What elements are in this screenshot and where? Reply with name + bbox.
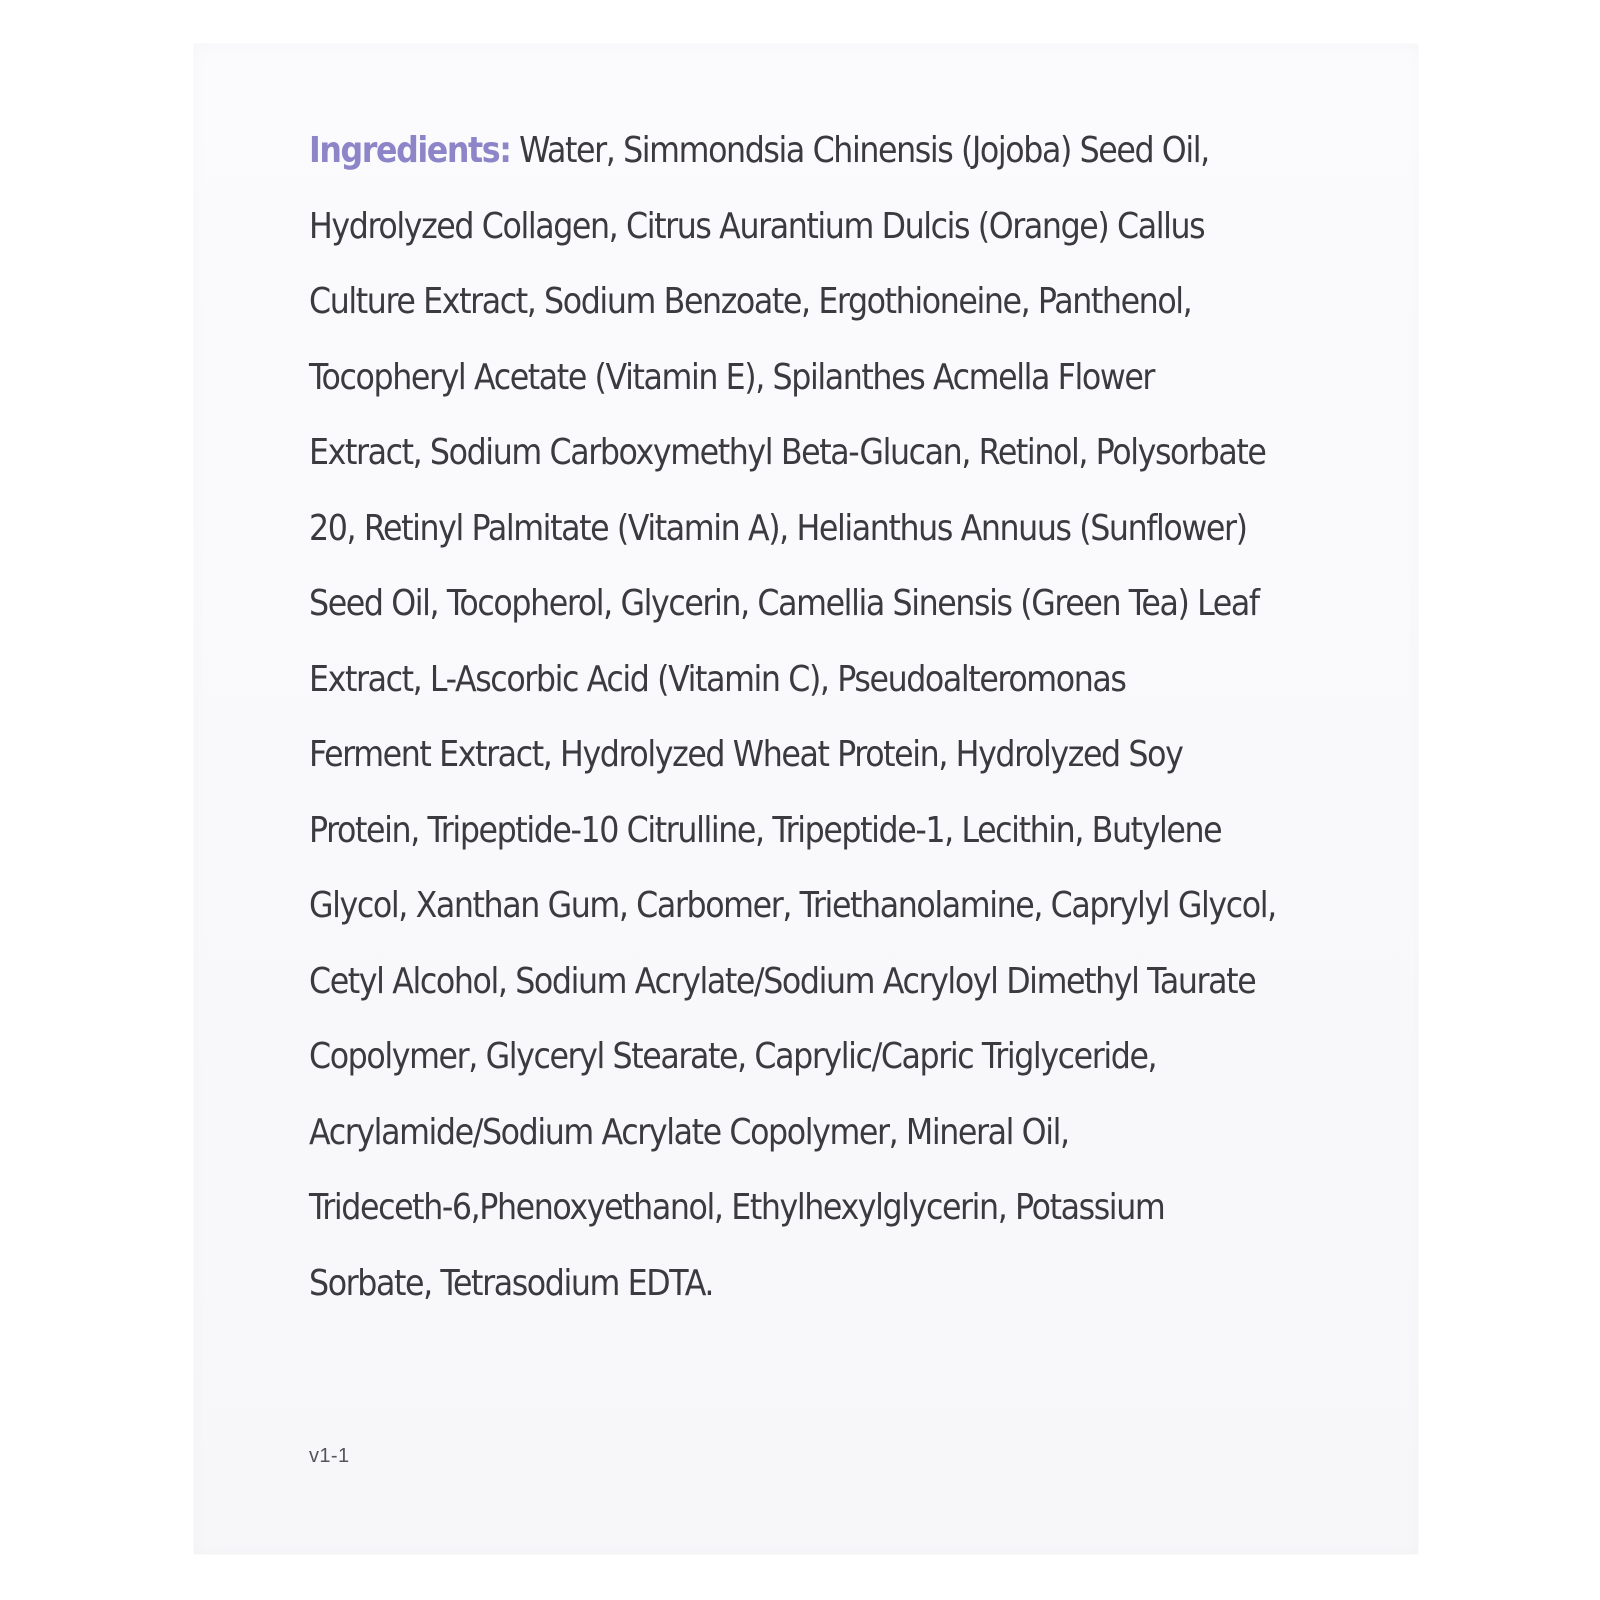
ingredients-line: Hydrolyzed Collagen, Citrus Aurantium Dulcis (Orange) Callus [309, 205, 1205, 247]
ingredients-line: Extract, Sodium Carboxymethyl Beta-Glucan, Retinol, Polysorbate [309, 432, 1266, 473]
ingredients-line: Copolymer, Glyceryl Stearate, Caprylic/Capric Triglyceride, [309, 1036, 1157, 1077]
ingredients-line: Protein, Tripeptide-10 Citrulline, Tripeptide-1, Lecithin, Butylene [309, 809, 1222, 851]
ingredients-label: Ingredients: [309, 130, 511, 171]
ingredients-line [309, 113, 1233, 189]
version-code: v1-1 [309, 1445, 350, 1467]
ingredients-list [309, 113, 1276, 1321]
ingredients-line: Cetyl Alcohol, Sodium Acrylate/Sodium Acryloyl Dimethyl Taurate [309, 960, 1256, 1002]
ingredients-line: Glycol, Xanthan Gum, Carbomer, Triethanolamine, Caprylyl Glycol, [309, 885, 1276, 926]
ingredients-line: 20, Retinyl Palmitate (Vitamin A), Helianthus Annuus (Sunflower) [309, 507, 1247, 549]
ingredients-line: Ferment Extract, Hydrolyzed Wheat Protein, Hydrolyzed Soy [309, 734, 1183, 775]
ingredients-line: Tocopheryl Acetate (Vitamin E), Spilanthes Acmella Flower [309, 356, 1155, 398]
ingredients-line: Extract, L-Ascorbic Acid (Vitamin C), Pseudoalteromonas [309, 658, 1126, 700]
ingredients-line: Seed Oil, Tocopherol, Glycerin, Camellia Sinensis (Green Tea) Leaf [309, 583, 1259, 624]
ingredients-line: Sorbate, Tetrasodium EDTA. [309, 1262, 714, 1304]
ingredients-line: Trideceth-6,Phenoxyethanol, Ethylhexylglycerin, Potassium [309, 1187, 1165, 1228]
ingredients-line-text: Water, Simmondsia Chinensis (Jojoba) Seed Oil, [519, 130, 1209, 171]
ingredients-line: Acrylamide/Sodium Acrylate Copolymer, Mineral Oil, [309, 1111, 1069, 1153]
ingredients-line: Culture Extract, Sodium Benzoate, Ergothioneine, Panthenol, [309, 281, 1192, 322]
